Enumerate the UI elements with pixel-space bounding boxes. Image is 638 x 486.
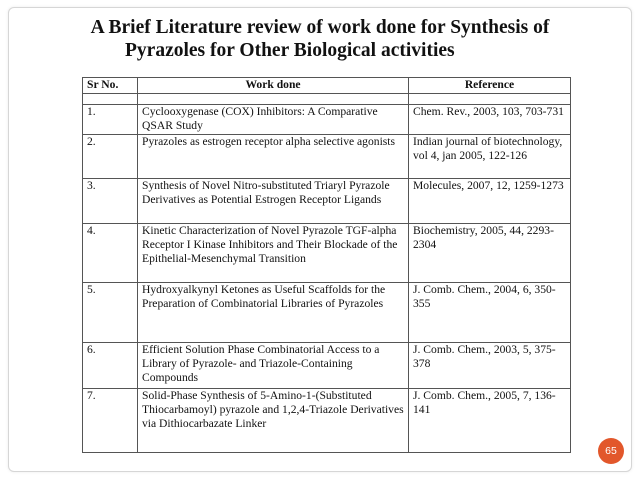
cell-ref: Molecules, 2007, 12, 1259-1273	[409, 179, 571, 224]
cell-sr: 6.	[83, 343, 138, 389]
cell-work: Synthesis of Novel Nitro-substituted Triaryl Pyrazole Derivatives as Potential Estrogen Receptor Ligands	[138, 179, 409, 224]
header-work-done: Work done	[138, 78, 409, 94]
table-row	[83, 135, 571, 179]
cell-ref: J. Comb. Chem., 2005, 7, 136-141	[409, 389, 571, 453]
slide-title	[9, 16, 631, 62]
table-spacer-row	[83, 94, 571, 105]
table-row	[83, 224, 571, 283]
cell-work: Kinetic Characterization of Novel Pyrazole TGF-alpha Receptor I Kinase Inhibitors and Their Blockade of the Epithelial-Mesenchymal Transition	[138, 224, 409, 283]
cell-work: Efficient Solution Phase Combinatorial Access to a Library of Pyrazole- and Triazole-Containing Compounds	[138, 343, 409, 389]
table-row	[83, 343, 571, 389]
cell-ref: J. Comb. Chem., 2003, 5, 375-378	[409, 343, 571, 389]
cell-work: Solid-Phase Synthesis of 5-Amino-1-(Substituted Thiocarbamoyl) pyrazole and 1,2,4-Triazole Derivatives via Dithiocarbazate Linker	[138, 389, 409, 453]
table-row	[83, 105, 571, 135]
literature-table	[82, 77, 571, 453]
cell-sr: 3.	[83, 179, 138, 224]
cell-ref: Chem. Rev., 2003, 103, 703-731	[409, 105, 571, 135]
title-line-1: A Brief Literature review of work done for Synthesis of	[90, 17, 550, 38]
table-row	[83, 179, 571, 224]
header-reference: Reference	[409, 78, 571, 94]
cell-ref: Biochemistry, 2005, 44, 2293-2304	[409, 224, 571, 283]
title-line-2: Pyrazoles for Other Biological activities	[125, 40, 455, 61]
cell-ref: J. Comb. Chem., 2004, 6, 350-355	[409, 283, 571, 343]
table-header-row	[83, 78, 571, 94]
cell-sr: 4.	[83, 224, 138, 283]
cell-ref: Indian journal of biotechnology, vol 4, jan 2005, 122-126	[409, 135, 571, 179]
header-sr-no: Sr No.	[83, 78, 138, 94]
page-number-badge: 65	[598, 438, 624, 464]
cell-work: Cyclooxygenase (COX) Inhibitors: A Comparative QSAR Study	[138, 105, 409, 135]
table-row	[83, 283, 571, 343]
cell-sr: 2.	[83, 135, 138, 179]
cell-work: Hydroxyalkynyl Ketones as Useful Scaffolds for the Preparation of Combinatorial Libraries of Pyrazoles	[138, 283, 409, 343]
table-row	[83, 389, 571, 453]
cell-work: Pyrazoles as estrogen receptor alpha selective agonists	[138, 135, 409, 179]
cell-sr: 7.	[83, 389, 138, 453]
slide	[8, 7, 632, 472]
cell-sr: 1.	[83, 105, 138, 135]
cell-sr: 5.	[83, 283, 138, 343]
